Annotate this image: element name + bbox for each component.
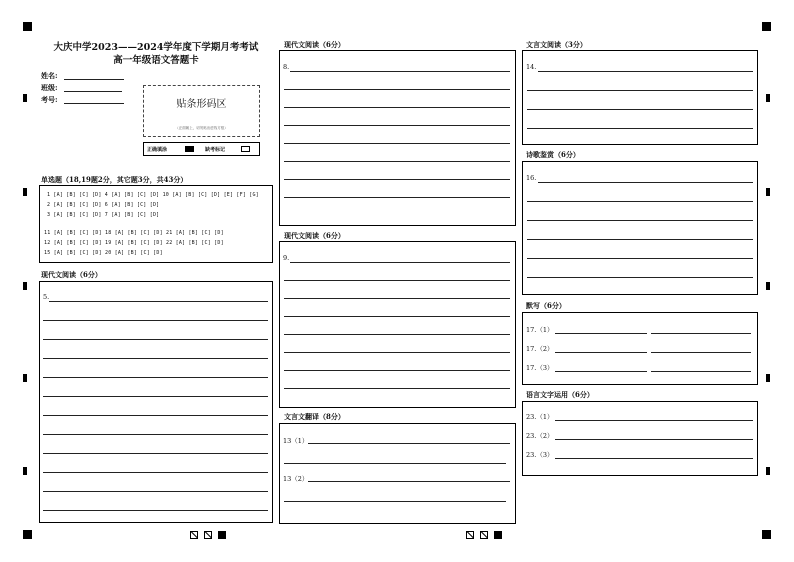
question-17-1-label: 17.（1） <box>526 326 554 334</box>
answer-line[interactable] <box>527 109 753 110</box>
registration-mark-bottom-left <box>23 530 32 539</box>
answer-line[interactable] <box>651 371 751 372</box>
answer-line[interactable] <box>527 201 753 202</box>
registration-mark-bottom-right <box>762 530 771 539</box>
answer-line[interactable] <box>555 439 753 440</box>
answer-line[interactable] <box>284 501 506 502</box>
answer-line[interactable] <box>43 358 268 359</box>
answer-line[interactable] <box>651 352 751 353</box>
dictation-title: 默写（6分） <box>526 301 566 310</box>
answer-line[interactable] <box>555 352 647 353</box>
exam-id-label: 考号: <box>41 95 58 104</box>
mc-row[interactable]: 3 [A] [B] [C] [D] 7 [A] [B] [C] [D] <box>47 212 160 218</box>
timing-mark <box>766 282 770 290</box>
question-5-label: 5. <box>43 293 50 301</box>
registration-mark-top-left <box>23 22 32 31</box>
answer-line[interactable] <box>308 443 510 444</box>
modern-reading-1-title: 现代文阅读（6分） <box>41 270 102 279</box>
answer-line[interactable] <box>43 510 268 511</box>
question-23-1-label: 23.（1） <box>526 413 554 421</box>
answer-line[interactable] <box>43 434 268 435</box>
timing-mark <box>23 467 27 475</box>
answer-line[interactable] <box>43 491 268 492</box>
classical-reading-box <box>522 50 758 145</box>
answer-line[interactable] <box>284 280 510 281</box>
page-mark-solid <box>218 531 226 539</box>
dictation-box <box>522 312 758 385</box>
timing-mark <box>766 188 770 196</box>
answer-line[interactable] <box>284 89 510 90</box>
answer-line[interactable] <box>43 320 268 321</box>
language-use-box <box>522 401 758 476</box>
translation-box <box>279 423 516 524</box>
mc-row[interactable]: 1 [A] [B] [C] [D] 4 [A] [B] [C] [D] 10 [A] [B] [C] [D] [E] [F] [G] <box>47 192 259 198</box>
mc-row[interactable]: 15 [A] [B] [C] [D] 20 [A] [B] [C] [D] <box>44 250 163 256</box>
answer-line[interactable] <box>43 396 268 397</box>
timing-mark <box>766 467 770 475</box>
absent-mark-label: 缺考标记 <box>205 147 226 153</box>
correct-fill-label: 正确填涂 <box>147 147 168 153</box>
question-8-label: 8. <box>283 63 290 71</box>
question-13-1-label: 13（1） <box>283 437 309 445</box>
barcode-title: 贴条形码区 <box>176 99 227 110</box>
answer-line[interactable] <box>284 298 510 299</box>
answer-line[interactable] <box>43 453 268 454</box>
answer-line[interactable] <box>290 71 510 72</box>
language-use-title: 语言文字运用（6分） <box>526 390 594 399</box>
answer-line[interactable] <box>538 182 753 183</box>
poetry-appreciation-box <box>522 161 758 295</box>
name-label: 姓名: <box>41 71 58 80</box>
mc-section-title: 单选题（18,19题2分，其它题3分，共43分） <box>41 175 188 184</box>
answer-line[interactable] <box>284 388 510 389</box>
question-17-3-label: 17.（3） <box>526 364 554 372</box>
modern-reading-2-box <box>279 50 516 226</box>
timing-mark <box>766 94 770 102</box>
modern-reading-1-box <box>39 281 273 523</box>
page-mark-slash <box>204 531 212 539</box>
timing-mark <box>23 94 27 102</box>
poetry-appreciation-title: 诗歌鉴赏（6分） <box>526 150 580 159</box>
answer-line[interactable] <box>284 370 510 371</box>
answer-line[interactable] <box>527 220 753 221</box>
fill-legend <box>143 142 260 156</box>
answer-line[interactable] <box>527 239 753 240</box>
modern-reading-2-title: 现代文阅读（6分） <box>284 40 345 49</box>
question-13-2-label: 13（2） <box>283 475 309 483</box>
answer-line[interactable] <box>43 415 268 416</box>
page-subtitle: 高一年级语文答题卡 <box>113 55 199 66</box>
answer-line[interactable] <box>49 301 268 302</box>
translation-title: 文言文翻译（8分） <box>284 412 345 421</box>
page-mark-solid <box>494 531 502 539</box>
registration-mark-top-right <box>762 22 771 31</box>
answer-line[interactable] <box>308 481 510 482</box>
answer-line[interactable] <box>43 339 268 340</box>
question-14-label: 14. <box>526 63 537 71</box>
answer-line[interactable] <box>284 334 510 335</box>
absent-mark-checkbox[interactable] <box>241 146 250 152</box>
answer-line[interactable] <box>284 463 506 464</box>
question-9-label: 9. <box>283 254 290 262</box>
answer-line[interactable] <box>284 161 510 162</box>
answer-line[interactable] <box>555 333 647 334</box>
mc-answer-box <box>39 185 273 263</box>
classical-reading-title: 文言文阅读（3分） <box>526 40 587 49</box>
answer-line[interactable] <box>284 316 510 317</box>
question-16-label: 16. <box>526 174 537 182</box>
timing-mark <box>23 374 27 382</box>
page-mark-slash <box>466 531 474 539</box>
modern-reading-3-box <box>279 241 516 408</box>
answer-line[interactable] <box>527 90 753 91</box>
class-field[interactable] <box>64 91 122 92</box>
answer-line[interactable] <box>555 420 753 421</box>
answer-line[interactable] <box>284 107 510 108</box>
modern-reading-3-title: 现代文阅读（6分） <box>284 231 345 240</box>
answer-line[interactable] <box>43 377 268 378</box>
timing-mark <box>23 282 27 290</box>
answer-line[interactable] <box>527 277 753 278</box>
question-17-2-label: 17.（2） <box>526 345 554 353</box>
answer-line[interactable] <box>527 128 753 129</box>
class-label: 班级: <box>41 83 58 92</box>
answer-line[interactable] <box>284 143 510 144</box>
mc-row[interactable]: 11 [A] [B] [C] [D] 18 [A] [B] [C] [D] 21 [A] [B] [C] [D] <box>44 230 224 236</box>
answer-line[interactable] <box>43 472 268 473</box>
answer-line[interactable] <box>284 179 510 180</box>
question-23-2-label: 23.（2） <box>526 432 554 440</box>
page-mark-slash <box>480 531 488 539</box>
answer-line[interactable] <box>284 197 510 198</box>
answer-line[interactable] <box>284 125 510 126</box>
barcode-note: （正面朝上，切勿贴出虚线方框） <box>175 126 228 130</box>
page-mark-slash <box>190 531 198 539</box>
answer-line[interactable] <box>284 352 510 353</box>
answer-line[interactable] <box>527 258 753 259</box>
page-title: 大庆中学2023——2024学年度下学期月考考试 <box>53 42 259 53</box>
name-field[interactable] <box>64 79 124 80</box>
answer-line[interactable] <box>555 371 647 372</box>
answer-line[interactable] <box>538 71 753 72</box>
answer-line[interactable] <box>555 458 753 459</box>
mc-row[interactable]: 2 [A] [B] [C] [D] 6 [A] [B] [C] [D] <box>47 202 160 208</box>
correct-fill-sample <box>185 146 194 152</box>
barcode-area <box>143 85 260 137</box>
answer-line[interactable] <box>651 333 751 334</box>
question-23-3-label: 23.（3） <box>526 451 554 459</box>
timing-mark <box>23 188 27 196</box>
answer-line[interactable] <box>290 262 510 263</box>
exam-id-field[interactable] <box>64 103 124 104</box>
timing-mark <box>766 374 770 382</box>
mc-row[interactable]: 12 [A] [B] [C] [D] 19 [A] [B] [C] [D] 22 [A] [B] [C] [D] <box>44 240 224 246</box>
